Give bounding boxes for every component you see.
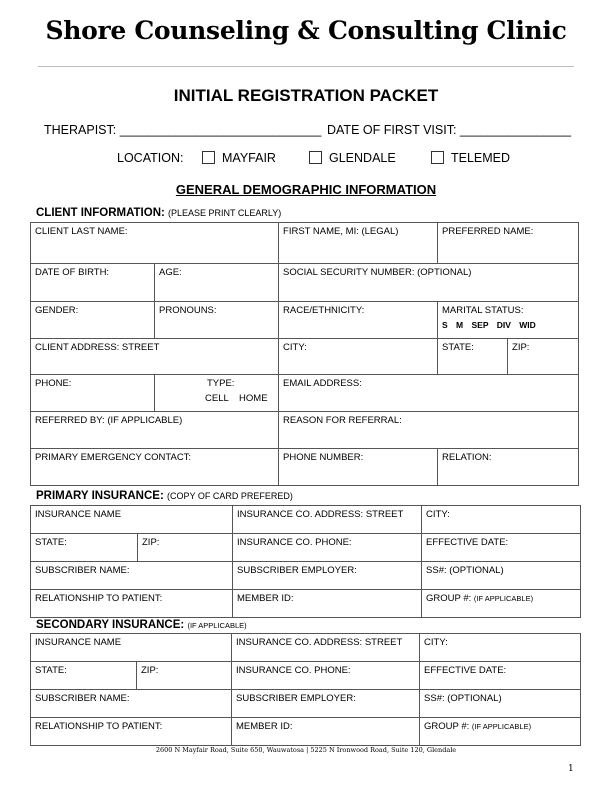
- secondary-city-cell[interactable]: CITY:: [420, 634, 581, 662]
- phone-type-options[interactable]: CELL HOME: [205, 393, 268, 404]
- primary-ss-cell[interactable]: SS#: (OPTIONAL): [422, 562, 581, 590]
- primary-member-id-cell[interactable]: MEMBER ID:: [233, 590, 422, 618]
- primary-insurance-note: (COPY OF CARD PREFERED): [167, 491, 293, 501]
- client-address-cell[interactable]: CLIENT ADDRESS: STREET: [31, 339, 279, 375]
- secondary-group-note: (IF APPLICABLE): [471, 722, 532, 731]
- location-telemed-label: TELEMED: [451, 151, 511, 165]
- secondary-insurance-name-cell[interactable]: INSURANCE NAME: [31, 634, 232, 662]
- primary-co-phone-cell[interactable]: INSURANCE CO. PHONE:: [233, 534, 422, 562]
- secondary-group-cell[interactable]: [420, 718, 581, 746]
- client-emergency-phone-cell[interactable]: PHONE NUMBER:: [279, 449, 438, 486]
- secondary-ss-cell[interactable]: SS#: (OPTIONAL): [420, 690, 581, 718]
- location-option-telemed[interactable]: [431, 151, 521, 165]
- client-emergency-contact-cell[interactable]: PRIMARY EMERGENCY CONTACT:: [31, 449, 279, 486]
- primary-insurance-title: PRIMARY INSURANCE:: [36, 490, 164, 502]
- primary-relationship-cell[interactable]: RELATIONSHIP TO PATIENT:: [31, 590, 233, 618]
- marital-status-label: MARITAL STATUS:: [442, 305, 524, 316]
- client-state-cell[interactable]: STATE:: [438, 339, 508, 375]
- client-age-cell[interactable]: AGE:: [155, 264, 279, 302]
- client-first-name-cell[interactable]: FIRST NAME, MI: (LEGAL): [279, 223, 438, 264]
- client-info-table: [30, 222, 579, 486]
- checkbox-glendale[interactable]: [309, 151, 322, 164]
- primary-city-cell[interactable]: CITY:: [422, 506, 581, 534]
- primary-group-note: (IF APPLICABLE): [473, 594, 534, 603]
- client-race-cell[interactable]: RACE/ETHNICITY:: [279, 302, 438, 339]
- secondary-insurance-table: [30, 633, 581, 746]
- secondary-effective-date-cell[interactable]: EFFECTIVE DATE:: [420, 662, 581, 690]
- primary-subscriber-employer-cell[interactable]: SUBSCRIBER EMPLOYER:: [233, 562, 422, 590]
- primary-group-label: GROUP #:: [426, 593, 472, 604]
- header-divider: [38, 66, 574, 67]
- page-number: 1: [568, 764, 574, 774]
- primary-effective-date-cell[interactable]: EFFECTIVE DATE:: [422, 534, 581, 562]
- client-city-cell[interactable]: CITY:: [279, 339, 438, 375]
- client-marital-cell[interactable]: [438, 302, 579, 339]
- client-gender-cell[interactable]: GENDER:: [31, 302, 155, 339]
- secondary-group-label: GROUP #:: [424, 721, 470, 732]
- client-ssn-cell[interactable]: SOCIAL SECURITY NUMBER: (OPTIONAL): [279, 264, 579, 302]
- secondary-member-id-cell[interactable]: MEMBER ID:: [232, 718, 420, 746]
- secondary-state-cell[interactable]: STATE:: [31, 662, 137, 690]
- phone-type-label: TYPE:: [207, 378, 235, 389]
- location-glendale-label: GLENDALE: [329, 151, 396, 165]
- first-visit-date-field[interactable]: DATE OF FIRST VISIT: ________________: [327, 123, 572, 137]
- client-phone-type-cell[interactable]: [155, 375, 279, 412]
- client-pronouns-cell[interactable]: PRONOUNS:: [155, 302, 279, 339]
- secondary-co-phone-cell[interactable]: INSURANCE CO. PHONE:: [232, 662, 420, 690]
- location-option-mayfair[interactable]: [202, 151, 282, 165]
- client-info-heading: [36, 207, 281, 219]
- client-zip-cell[interactable]: ZIP:: [508, 339, 579, 375]
- secondary-relationship-cell[interactable]: RELATIONSHIP TO PATIENT:: [31, 718, 232, 746]
- client-preferred-name-cell[interactable]: PREFERRED NAME:: [438, 223, 579, 264]
- therapist-field[interactable]: THERAPIST: _____________________________: [44, 123, 322, 137]
- primary-group-cell[interactable]: [422, 590, 581, 618]
- section-title: GENERAL DEMOGRAPHIC INFORMATION: [175, 182, 437, 197]
- clinic-name: Shore Counseling & Consulting Clinic: [45, 16, 567, 45]
- secondary-subscriber-employer-cell[interactable]: SUBSCRIBER EMPLOYER:: [232, 690, 420, 718]
- footer-addresses: 2600 N Mayfair Road, Suite 650, Wauwatosa | 5225 N Ironwood Road, Suite 120, Glendale: [155, 746, 457, 754]
- secondary-zip-cell[interactable]: ZIP:: [137, 662, 232, 690]
- marital-status-options[interactable]: S M SEP DIV WID: [442, 320, 536, 330]
- secondary-insurance-heading: [36, 619, 247, 631]
- secondary-co-address-cell[interactable]: INSURANCE CO. ADDRESS: STREET: [232, 634, 420, 662]
- primary-state-cell[interactable]: STATE:: [31, 534, 138, 562]
- location-mayfair-label: MAYFAIR: [222, 151, 276, 165]
- packet-title: INITIAL REGISTRATION PACKET: [173, 86, 439, 105]
- client-email-cell[interactable]: EMAIL ADDRESS:: [279, 375, 579, 412]
- primary-co-address-cell[interactable]: INSURANCE CO. ADDRESS: STREET: [233, 506, 422, 534]
- primary-insurance-table: [30, 505, 581, 618]
- location-option-glendale[interactable]: [309, 151, 399, 165]
- primary-subscriber-name-cell[interactable]: SUBSCRIBER NAME:: [31, 562, 233, 590]
- secondary-subscriber-name-cell[interactable]: SUBSCRIBER NAME:: [31, 690, 232, 718]
- checkbox-telemed[interactable]: [431, 151, 444, 164]
- client-info-title: CLIENT INFORMATION:: [36, 207, 165, 219]
- checkbox-mayfair[interactable]: [202, 151, 215, 164]
- primary-zip-cell[interactable]: ZIP:: [138, 534, 233, 562]
- client-info-note: (PLEASE PRINT CLEARLY): [168, 208, 282, 218]
- client-referral-reason-cell[interactable]: REASON FOR REFERRAL:: [279, 412, 579, 449]
- client-referred-by-cell[interactable]: REFERRED BY: (IF APPLICABLE): [31, 412, 279, 449]
- primary-insurance-heading: [36, 490, 293, 502]
- client-dob-cell[interactable]: DATE OF BIRTH:: [31, 264, 155, 302]
- client-last-name-cell[interactable]: CLIENT LAST NAME:: [31, 223, 279, 264]
- client-emergency-relation-cell[interactable]: RELATION:: [438, 449, 579, 486]
- secondary-insurance-title: SECONDARY INSURANCE:: [36, 619, 185, 631]
- client-phone-cell[interactable]: PHONE:: [31, 375, 155, 412]
- secondary-insurance-note: (IF APPLICABLE): [187, 621, 247, 630]
- primary-insurance-name-cell[interactable]: INSURANCE NAME: [31, 506, 233, 534]
- location-label: LOCATION:: [117, 151, 184, 165]
